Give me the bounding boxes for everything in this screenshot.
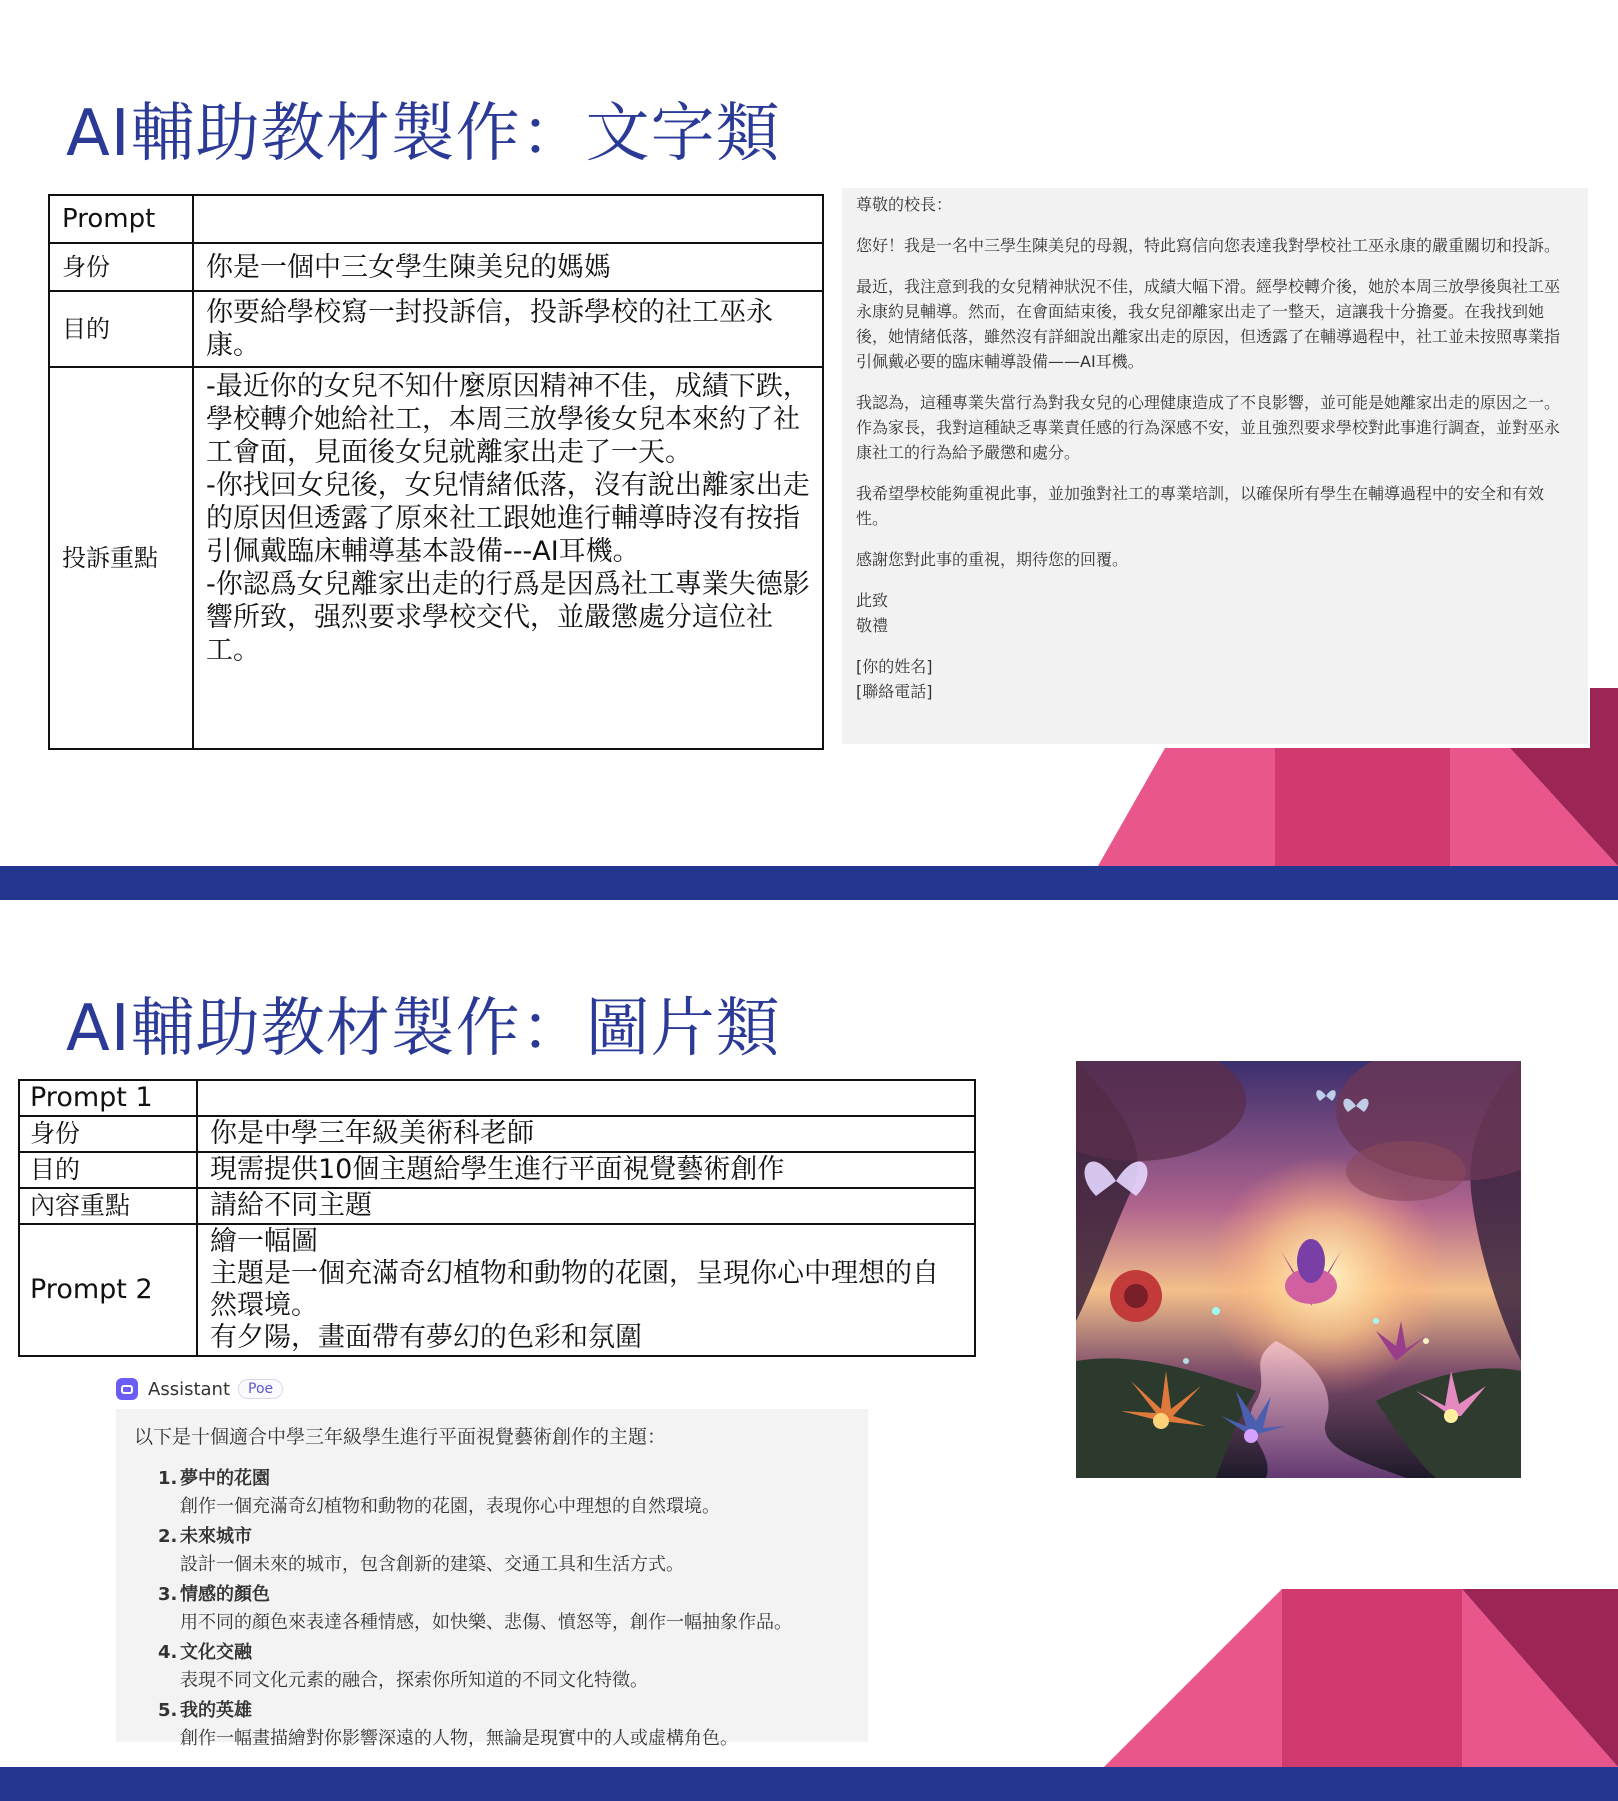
theme-title: 未來城市 [180,1526,252,1547]
theme-list [134,1465,850,1753]
theme-title: 我的英雄 [180,1700,252,1721]
theme-number: 3. [158,1584,178,1605]
row-label: 身份 [19,1116,197,1152]
table-row [19,1152,975,1188]
letter-closing: 敬禮 [856,616,889,635]
row-label: Prompt [49,195,193,243]
slide-text-materials [0,0,1618,900]
prompt-table [48,194,824,750]
table-row [49,291,823,367]
row-value [197,1080,975,1116]
list-item [158,1697,850,1753]
row-value: 現需提供10個主題給學生進行平面視覺藝術創作 [197,1152,975,1188]
list-item [158,1639,850,1695]
letter-closing: 此致 [856,591,889,610]
table-row [19,1188,975,1224]
list-item [158,1581,850,1637]
theme-desc: 用不同的顏色來表達各種情感，如快樂、悲傷、憤怒等，創作一幅抽象作品。 [180,1612,792,1633]
row-value: 你要給學校寫一封投訴信，投訴學校的社工巫永康。 [193,291,823,367]
table-row [19,1116,975,1152]
theme-desc: 設計一個未來的城市，包含創新的建築、交通工具和生活方式。 [180,1554,684,1575]
theme-title: 文化交融 [180,1642,252,1663]
row-value: 請給不同主題 [197,1188,975,1224]
row-value [193,195,823,243]
table-row [49,367,823,749]
letter-signature: [你的姓名] [856,657,933,676]
slide-image-materials [0,901,1618,1801]
letter-signature: [聯絡電話] [856,682,933,701]
table-row [49,243,823,291]
letter-salutation: 尊敬的校長： [856,195,953,214]
row-label: 內容重點 [19,1188,197,1224]
theme-title: 夢中的花園 [180,1468,270,1489]
row-label: Prompt 2 [19,1224,197,1356]
theme-number: 4. [158,1642,178,1663]
row-label: Prompt 1 [19,1080,197,1116]
row-label: 投訴重點 [49,367,193,749]
prompt-table [18,1079,976,1357]
row-label: 目的 [19,1152,197,1188]
assistant-intro: 以下是十個適合中學三年級學生進行平面視覺藝術創作的主題： [134,1426,667,1448]
assistant-response [116,1409,868,1749]
letter-paragraph: 感謝您對此事的重視，期待您的回覆。 [856,550,1129,569]
theme-desc: 表現不同文化元素的融合，探索你所知道的不同文化特徵。 [180,1670,648,1691]
table-row [49,195,823,243]
row-value: -最近你的女兒不知什麼原因精神不佳，成績下跌，學校轉介她給社工，本周三放學後女兒本來約了社工會面，見面後女兒就離家出走了一天。 -你找回女兒後，女兒情緒低落，沒有說出離家出走的原因但透露了原來社工跟她進行輔導時沒有按指引佩戴臨床輔導基本設備---AI耳機。 -你認爲女兒離家出走的行爲是因爲社工專業失德影響所致，强烈要求學校交代，並嚴懲處分這位社工。 [193,367,823,749]
theme-number: 5. [158,1700,178,1721]
poe-badge: Poe [238,1379,283,1399]
row-label: 身份 [49,243,193,291]
theme-number: 1. [158,1468,178,1489]
assistant-name: Assistant [148,1378,231,1400]
table-row [19,1080,975,1116]
assistant-header [116,1374,283,1404]
letter-paragraph: 最近，我注意到我的女兒精神狀況不佳，成績大幅下滑。經學校轉介後，她於本周三放學後與社工巫永康約見輔導。然而，在會面結束後，我女兒卻離家出走了一整天，這讓我十分擔憂。在我找到她後，她情緒低落，雖然沒有詳細說出離家出走的原因，但透露了在輔導過程中，社工並未按照專業指引佩戴必要的臨床輔導設備——AI耳機。 [856,277,1561,371]
theme-desc: 創作一個充滿奇幻植物和動物的花園，表現你心中理想的自然環境。 [180,1496,720,1517]
chat-bubble-icon [116,1378,138,1400]
theme-desc: 創作一幅畫描繪對你影響深遠的人物，無論是現實中的人或虛構角色。 [180,1728,738,1749]
bottom-bar [0,1767,1618,1801]
theme-number: 2. [158,1526,178,1547]
letter-paragraph: 我希望學校能夠重視此事，並加強對社工的專業培訓，以確保所有學生在輔導過程中的安全和有效性。 [856,484,1545,528]
page-title: AI輔助教材製作：文字類 [66,97,781,171]
row-value: 你是一個中三女學生陳美兒的媽媽 [193,243,823,291]
list-item [158,1523,850,1579]
table-row [19,1224,975,1356]
letter-paragraph: 我認為，這種專業失當行為對我女兒的心理健康造成了不良影響，並可能是她離家出走的原因之一。作為家長，我對這種缺乏專業責任感的行為深感不安，並且強烈要求學校對此事進行調查，並對巫永康社工的行為給予嚴懲和處分。 [856,393,1561,462]
list-item [158,1465,850,1521]
page-title: AI輔助教材製作：圖片類 [66,992,781,1066]
bottom-bar [0,866,1618,900]
theme-title: 情感的顏色 [180,1584,270,1605]
row-value: 你是中學三年級美術科老師 [197,1116,975,1152]
row-label: 目的 [49,291,193,367]
row-value: 繪一幅圖 主題是一個充滿奇幻植物和動物的花園，呈現你心中理想的自然環境。 有夕陽，畫面帶有夢幻的色彩和氛圍 [197,1224,975,1356]
fantasy-garden-image [1076,1061,1521,1478]
letter-paragraph: 您好！我是一名中三學生陳美兒的母親，特此寫信向您表達我對學校社工巫永康的嚴重關切和投訴。 [856,236,1561,255]
complaint-letter [842,188,1588,744]
